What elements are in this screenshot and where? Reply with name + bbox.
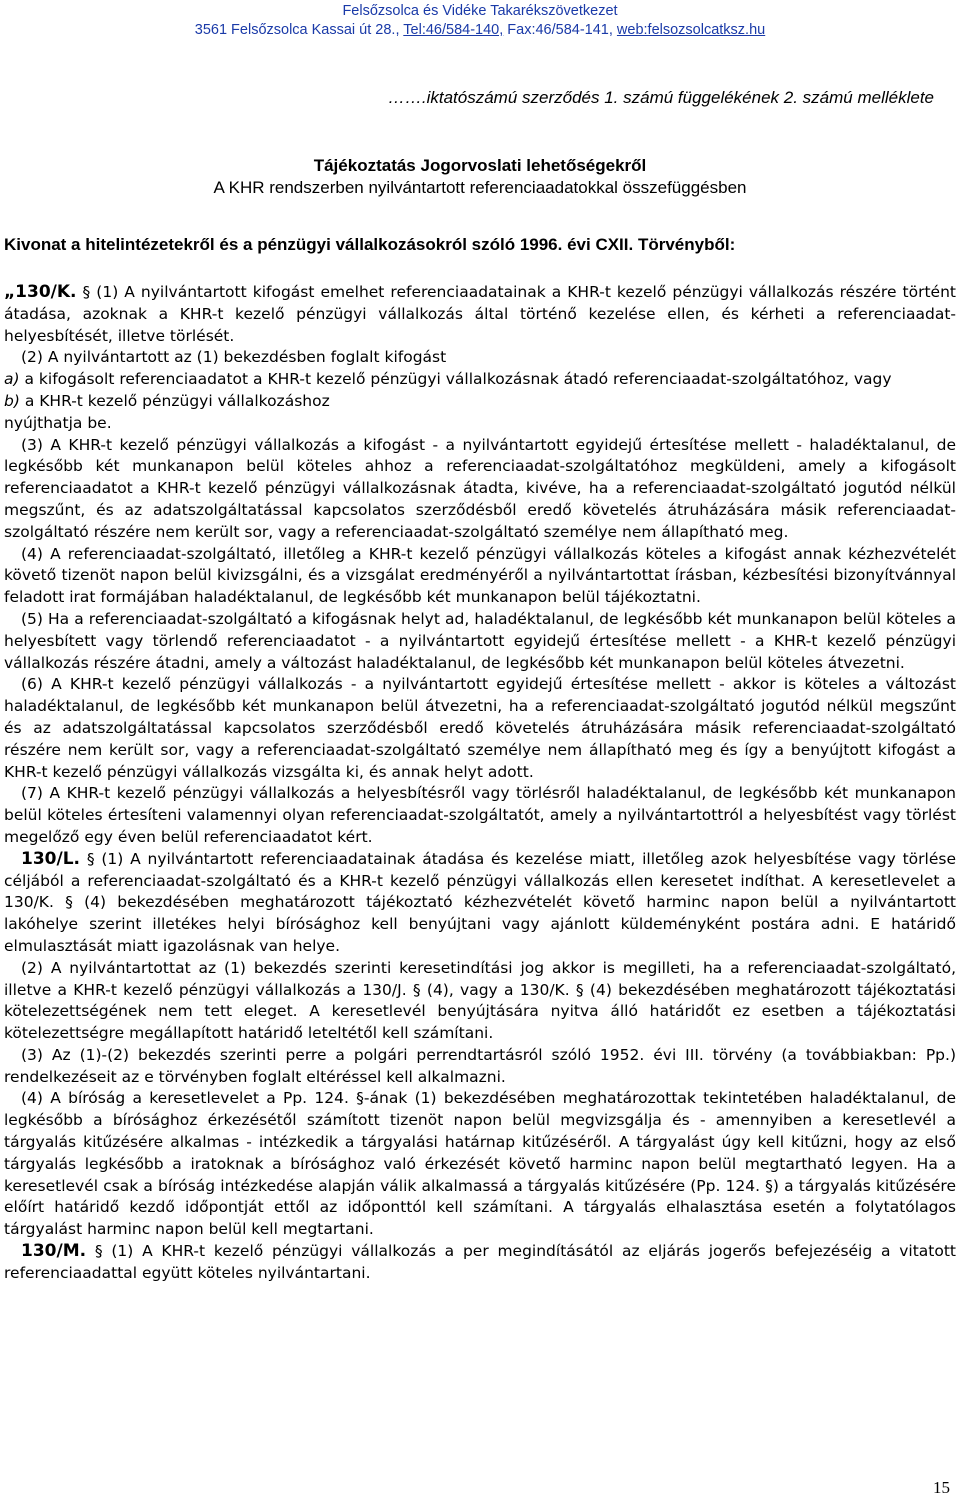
section-130l-p3: (3) Az (1)-(2) bekezdés szerinti perre a polgári perrendtartásról szóló 1952. évi III. törvény (a továbbiakban: Pp.) rendelkezéseit az e törvényben foglalt eltéréssel kell alkalmazni. bbox=[4, 1045, 956, 1086]
annex-reference: …….iktatószámú szerződés 1. számú függelékének 2. számú melléklete bbox=[387, 88, 934, 107]
org-fax: Fax:46/584-141, bbox=[507, 22, 613, 38]
section-130l-p4: (4) A bíróság a keresetlevelet a Pp. 124. §-ának (1) bekezdésében meghatározottak tekintetében haladéktalanul, de legkésőbb a bírósághoz érkezésétől számított tizenöt napon belül megvizsgálja és - amennyiben a keresetlevél a tárgyalás kitűzésére alkalmas - intézkedik a tárgyalási határnap kitűzéséről. A tárgyalást úgy kell kitűzni, hogy az első tárgyalás legkésőbb a iratoknak a bírósághoz való érkezését követő harminc napon belül megtartható legyen. Ha a keresetlevél csak a bíróság intézkedése alapján válik alkalmassá a tárgyalás kitűzésére (Pp. 124. §) a tárgyalás kitűzésére előírt határidő kezdő időpontját ettől az időponttól kell számítani. A tárgyalás elhalasztása esetén a folytatólagos tárgyalást harminc napon belül kell megtartani. bbox=[4, 1089, 956, 1239]
document-title bbox=[0, 155, 960, 199]
section-number: 130/M. bbox=[21, 1241, 87, 1262]
law-body bbox=[4, 282, 956, 1285]
section-130k-p4: (4) A referenciaadat-szolgáltató, illetőleg a KHR-t kezelő pénzügyi vállalkozás köteles a kifogást annak kézhezvételét követő tizenöt napon belül kivizsgálni, és a vizsgálat eredményéről a nyilvántartottat írásban, kézbesítési bizonyítvánnyal feladott irat formájában haladéktalanul, de legkésőbb két munkanapon belül tájékoztatni. bbox=[4, 544, 956, 607]
org-name: Felsőzsolca és Vidéke Takarékszövetkezet bbox=[342, 3, 618, 19]
law-extract-heading: Kivonat a hitelintézetekről és a pénzügyi vállalkozásokról szóló 1996. évi CXII. Törvényből: bbox=[4, 235, 736, 254]
section-130k-p2a: a) a kifogásolt referenciaadatot a KHR-t kezelő pénzügyi vállalkozásnak átadó referenciaadat-szolgáltatóhoz, vagy bbox=[4, 370, 892, 389]
org-tel-link[interactable]: Tel:46/584-140, bbox=[403, 22, 504, 38]
section-130k-p2b: b) a KHR-t kezelő pénzügyi vállalkozáshoz bbox=[4, 391, 330, 410]
section-130k-p7: (7) A KHR-t kezelő pénzügyi vállalkozás a helyesbítésről vagy törlésről haladéktalanul, de legkésőbb két munkanapon belül köteles értesíteni valamennyi olyan referenciaadat-szolgáltatót, amely a nyilvántartottról a helyesbítést vagy törlést megelőző egy éven belül referenciaadatot kért. bbox=[4, 784, 956, 846]
section-130l-p1: 130/L. § (1) A nyilvántartott referenciaadatainak átadása és kezelése miatt, illetőleg azok helyesbítése vagy törlése céljából a referenciaadat-szolgáltató és a KHR-t kezelő pénzügyi vállalkozás ellen keresetet indíthat. A keresetlevelet a 130/K. § (4) bekezdésében meghatározott tájékoztató kézhezvételét követő harminc napon belül a nyilvántartott lakóhelye szerint illetékes helyi bírósághoz kell benyújtani vagy ajánlott küldeményként postára adni. E határidő elmulasztását miatt igazolásnak van helye. bbox=[4, 848, 956, 955]
org-address: 3561 Felsőzsolca Kassai út 28., bbox=[194, 22, 400, 38]
section-number: 130/L. bbox=[21, 848, 80, 869]
section-130k-p2: (2) A nyilvántartott az (1) bekezdésben foglalt kifogást bbox=[21, 348, 447, 367]
section-130m-p1: 130/M. § (1) A KHR-t kezelő pénzügyi vállalkozás a per megindításától az eljárás jogerős befejezéséig a vitatott referenciaadattal együtt köteles nyilvántartani. bbox=[4, 1241, 956, 1282]
page-header bbox=[0, 0, 960, 40]
section-130k-p5: (5) Ha a referenciaadat-szolgáltató a kifogásnak helyt ad, haladéktalanul, de legkésőbb két munkanapon belül köteles a helyesbített vagy törlendő referenciaadatot - a nyilvántartott egyidejű értesítése mellett - a KHR-t kezelő pénzügyi vállalkozás részére átadni, amely a változást haladéktalanul, de legkésőbb két munkanapon belül köteles átvezetni. bbox=[4, 609, 956, 672]
section-130k-p1: „130/K. § (1) A nyilvántartott kifogást emelhet referenciaadatainak a KHR-t kezelő pénzügyi vállalkozás részére történt átadása, azoknak a KHR-t kezelő pénzügyi vállalkozás által történő kezelése ellen, és kérheti a referenciaadat-helyesbítését, illetve törlését. bbox=[4, 282, 956, 345]
org-web-link[interactable]: web:felsozsolcatksz.hu bbox=[616, 22, 766, 38]
title-main: Tájékoztatás Jogorvoslati lehetőségekről bbox=[313, 156, 647, 175]
section-130k-p3: (3) A KHR-t kezelő pénzügyi vállalkozás a kifogást - a nyilvántartott egyidejű értesítése mellett - haladéktalanul, de legkésőbb két munkanapon belül köteles ahhoz a referenciaadat-szolgáltatóhoz megküldeni, amely a kifogásolt referenciaadatot a KHR-t kezelő pénzügyi vállalkozásnak átadta, kivéve, ha a referenciaadat-szolgáltató jogutód nélkül megszűnt, és az adatszolgáltatással kapcsolatos szerződésből eredő követelés átruházására másik referenciaadat-szolgáltató részére nem került sor, vagy a referenciaadat-szolgáltató személye nem állapítható meg. bbox=[4, 435, 956, 541]
title-sub: A KHR rendszerben nyilvántartott referenciaadatokkal összefüggésben bbox=[213, 178, 747, 197]
page-number: 15 bbox=[933, 1478, 950, 1497]
section-130k-p6: (6) A KHR-t kezelő pénzügyi vállalkozás - a nyilvántartott egyidejű értesítése mellett - akkor is köteles a változást haladéktalanul, de legkésőbb két munkanapon belül átvezetni, ha a referenciaadat-szolgáltató jogutód nélkül megszűnt és az adatszolgáltatással kapcsolatos szerződésből eredő követelés átruházására másik referenciaadat-szolgáltató részére nem került sor, vagy a referenciaadat-szolgáltató személye nem állapítható meg és így a benyújtott kifogást a KHR-t kezelő pénzügyi vállalkozás vizsgálta ki, és annak helyt adott. bbox=[4, 675, 956, 781]
org-contact-line bbox=[0, 21, 960, 40]
section-number: „130/K. bbox=[4, 282, 77, 302]
section-130l-p2: (2) A nyilvántartottat az (1) bekezdés szerinti keresetindítási jog akkor is megilleti, ha a referenciaadat-szolgáltató, illetve a KHR-t kezelő pénzügyi vállalkozás a 130/J. § (4), vagy a 130/K. § (4) bekezdésében meghatározott tájékoztatási kötelezettségének nem tett eleget. A keresetlevél benyújtására nyitva álló határidőt ez esetben a tájékoztatási kötelezettségre megállapított határidő leteltétől kell számítani. bbox=[4, 958, 956, 1043]
section-130k-p2c: nyújthatja be. bbox=[4, 413, 112, 432]
